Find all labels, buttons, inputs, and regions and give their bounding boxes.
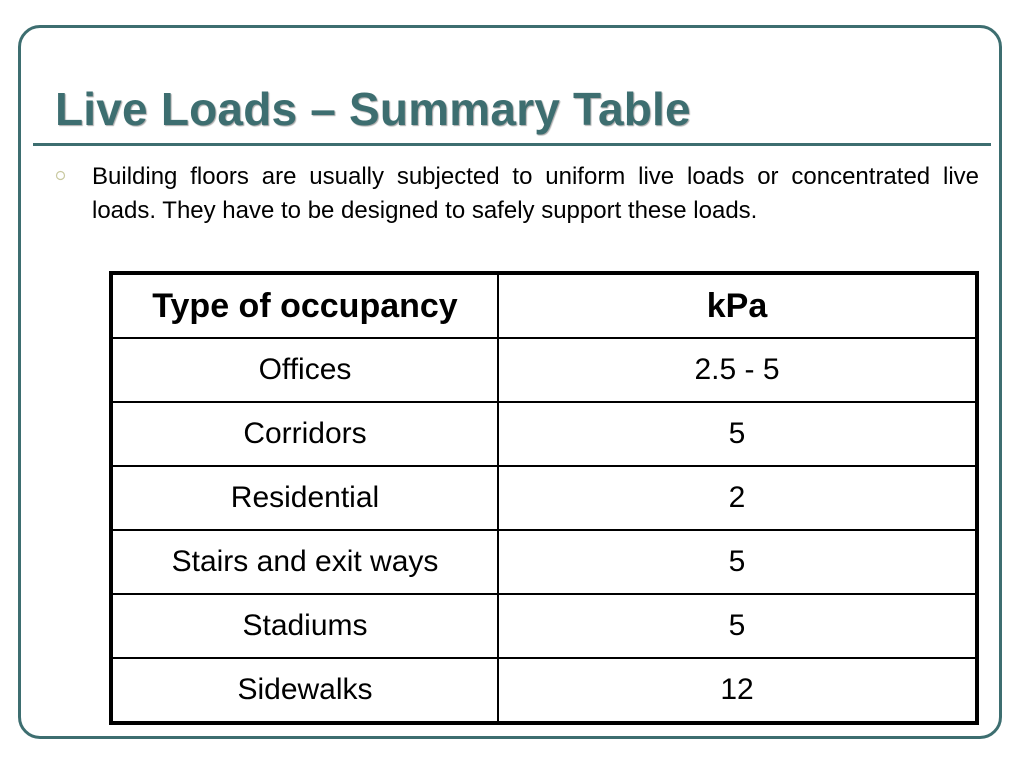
occupancy-cell: Residential (111, 466, 498, 530)
slide-title: Live Loads – Summary Table (55, 83, 691, 135)
header-kpa: kPa (498, 273, 977, 338)
kpa-cell: 5 (498, 402, 977, 466)
kpa-cell: 2 (498, 466, 977, 530)
table-row (111, 530, 977, 594)
kpa-cell: 5 (498, 594, 977, 658)
title-divider (33, 143, 991, 146)
hollow-circle-bullet-icon (55, 170, 66, 181)
table-row (111, 466, 977, 530)
kpa-cell: 5 (498, 530, 977, 594)
occupancy-cell: Stadiums (111, 594, 498, 658)
occupancy-cell: Offices (111, 338, 498, 402)
kpa-cell: 12 (498, 658, 977, 723)
occupancy-cell: Sidewalks (111, 658, 498, 723)
occupancy-cell: Corridors (111, 402, 498, 466)
table-row (111, 594, 977, 658)
table-row (111, 658, 977, 723)
live-loads-table (109, 271, 979, 725)
bullet-text: Building floors are usually subjected to uniform live loads or concentrated live loads. They have to be designed to safely support these loads. (92, 163, 979, 224)
occupancy-cell: Stairs and exit ways (111, 530, 498, 594)
table-row (111, 338, 977, 402)
header-occupancy: Type of occupancy (111, 273, 498, 338)
kpa-cell: 2.5 - 5 (498, 338, 977, 402)
table-row (111, 402, 977, 466)
table-header-row (111, 273, 977, 338)
